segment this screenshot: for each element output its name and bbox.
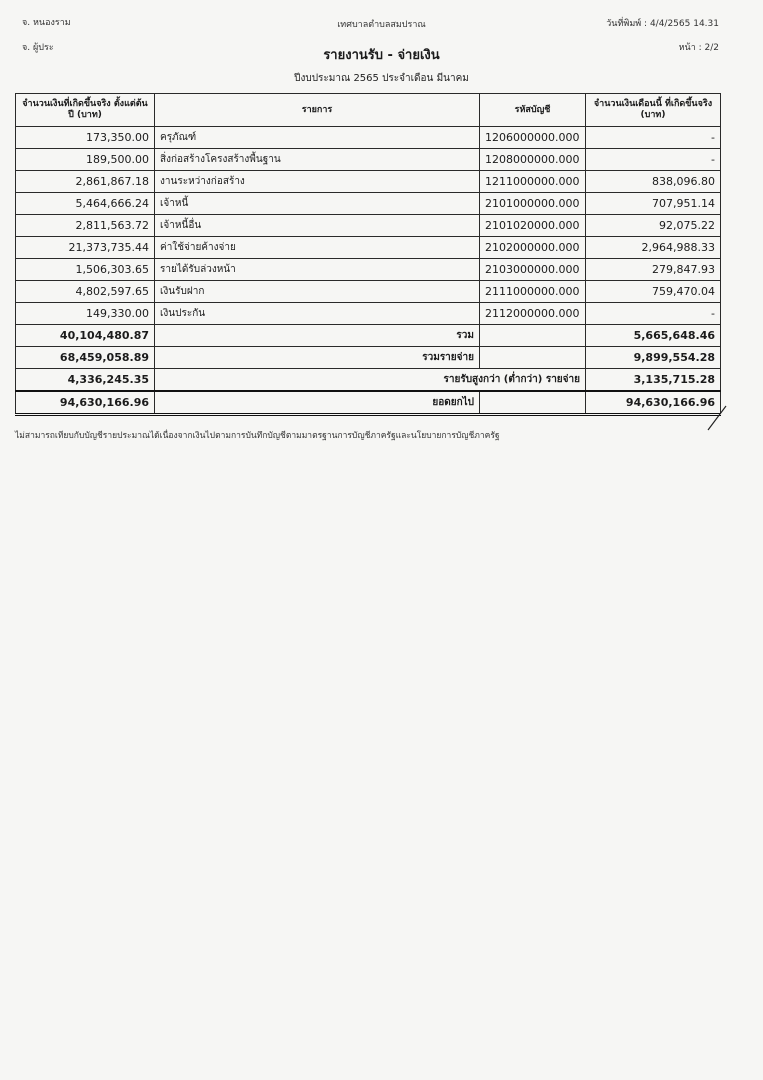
cell-month: 92,075.22 xyxy=(586,215,721,237)
summary-label: รวม xyxy=(155,325,480,347)
cell-month: 279,847.93 xyxy=(586,259,721,281)
cell-ytd: 5,464,666.24 xyxy=(16,193,155,215)
header-left-line2: จ. ผู้ประ xyxy=(22,43,54,53)
cell-item: ค่าใช้จ่ายค้างจ่าย xyxy=(155,237,480,259)
cell-month: - xyxy=(586,127,721,149)
cell-month: 9,899,554.28 xyxy=(586,347,721,369)
cell-code: 1208000000.000 xyxy=(480,149,586,171)
summary-row-total xyxy=(16,325,721,347)
cell-code-empty xyxy=(480,325,586,347)
cell-ytd: 189,500.00 xyxy=(16,149,155,171)
summary-label: รายรับสูงกว่า (ต่ำกว่า) รายจ่าย xyxy=(155,369,586,392)
column-header-month: จำนวนเงินเดือนนี้ ที่เกิดขึ้นจริง (บาท) xyxy=(586,94,721,127)
cell-ytd: 2,861,867.18 xyxy=(16,171,155,193)
report-subtitle: ปีงบประมาณ 2565 ประจำเดือน มีนาคม xyxy=(294,73,469,84)
summary-label: ยอดยกไป xyxy=(155,391,480,415)
cell-code: 2102000000.000 xyxy=(480,237,586,259)
column-header-code: รหัสบัญชี xyxy=(480,94,586,127)
cell-ytd: 4,336,245.35 xyxy=(16,369,155,392)
table-row xyxy=(16,127,721,149)
cell-item: เงินประกัน xyxy=(155,303,480,325)
cell-code: 2111000000.000 xyxy=(480,281,586,303)
receipts-payments-table xyxy=(15,93,721,416)
table-row xyxy=(16,237,721,259)
cell-ytd: 4,802,597.65 xyxy=(16,281,155,303)
organization-name: เทศบาลตำบลสมปราณ xyxy=(337,20,426,30)
cell-code-empty xyxy=(480,391,586,415)
table-row xyxy=(16,193,721,215)
table-row xyxy=(16,171,721,193)
cell-month: 707,951.14 xyxy=(586,193,721,215)
cell-item: เงินรับฝาก xyxy=(155,281,480,303)
cell-month: 3,135,715.28 xyxy=(586,369,721,392)
cell-ytd: 2,811,563.72 xyxy=(16,215,155,237)
cell-month: 838,096.80 xyxy=(586,171,721,193)
cell-ytd: 173,350.00 xyxy=(16,127,155,149)
print-date: วันที่พิมพ์ : 4/4/2565 14.31 xyxy=(606,19,719,29)
table-row xyxy=(16,281,721,303)
cell-item: สิ่งก่อสร้างโครงสร้างพื้นฐาน xyxy=(155,149,480,171)
cell-ytd: 40,104,480.87 xyxy=(16,325,155,347)
header-left-line1: จ. หนองราม xyxy=(22,18,71,28)
table-row xyxy=(16,303,721,325)
cell-ytd: 149,330.00 xyxy=(16,303,155,325)
signature-mark xyxy=(706,404,728,432)
cell-ytd: 68,459,058.89 xyxy=(16,347,155,369)
summary-row-carried-forward xyxy=(16,391,721,415)
cell-ytd: 1,506,303.65 xyxy=(16,259,155,281)
cell-code: 2103000000.000 xyxy=(480,259,586,281)
cell-code: 2101020000.000 xyxy=(480,215,586,237)
table-row xyxy=(16,215,721,237)
footnote: ไม่สามารถเทียบกับบัญชีรายประมาณได้เนื่องจากเงินไปตามการบันทึกบัญชีตามมาตรฐานการบัญชีภาครัฐและนโยบายการบัญชีภาครัฐ xyxy=(15,431,500,441)
summary-label: รวมรายจ่าย xyxy=(155,347,480,369)
cell-code: 2101000000.000 xyxy=(480,193,586,215)
cell-month: 94,630,166.96 xyxy=(586,391,721,415)
table-row xyxy=(16,259,721,281)
report-title: รายงานรับ - จ่ายเงิน xyxy=(323,48,440,63)
cell-item: งานระหว่างก่อสร้าง xyxy=(155,171,480,193)
summary-row-total-expense xyxy=(16,347,721,369)
table-header-row xyxy=(16,94,721,127)
cell-item: เจ้าหนี้ xyxy=(155,193,480,215)
cell-code: 1211000000.000 xyxy=(480,171,586,193)
cell-item: เจ้าหนี้อื่น xyxy=(155,215,480,237)
cell-month: 2,964,988.33 xyxy=(586,237,721,259)
cell-month: 5,665,648.46 xyxy=(586,325,721,347)
cell-item: ครุภัณฑ์ xyxy=(155,127,480,149)
cell-ytd: 94,630,166.96 xyxy=(16,391,155,415)
summary-row-surplus xyxy=(16,369,721,392)
cell-code: 1206000000.000 xyxy=(480,127,586,149)
column-header-ytd: จำนวนเงินที่เกิดขึ้นจริง ตั้งแต่ต้นปี (บาท) xyxy=(16,94,155,127)
table-row xyxy=(16,149,721,171)
cell-month: - xyxy=(586,149,721,171)
cell-ytd: 21,373,735.44 xyxy=(16,237,155,259)
cell-item: รายได้รับล่วงหน้า xyxy=(155,259,480,281)
cell-month: - xyxy=(586,303,721,325)
page-number: หน้า : 2/2 xyxy=(678,43,719,53)
column-header-item: รายการ xyxy=(155,94,480,127)
cell-month: 759,470.04 xyxy=(586,281,721,303)
cell-code-empty xyxy=(480,347,586,369)
cell-code: 2112000000.000 xyxy=(480,303,586,325)
